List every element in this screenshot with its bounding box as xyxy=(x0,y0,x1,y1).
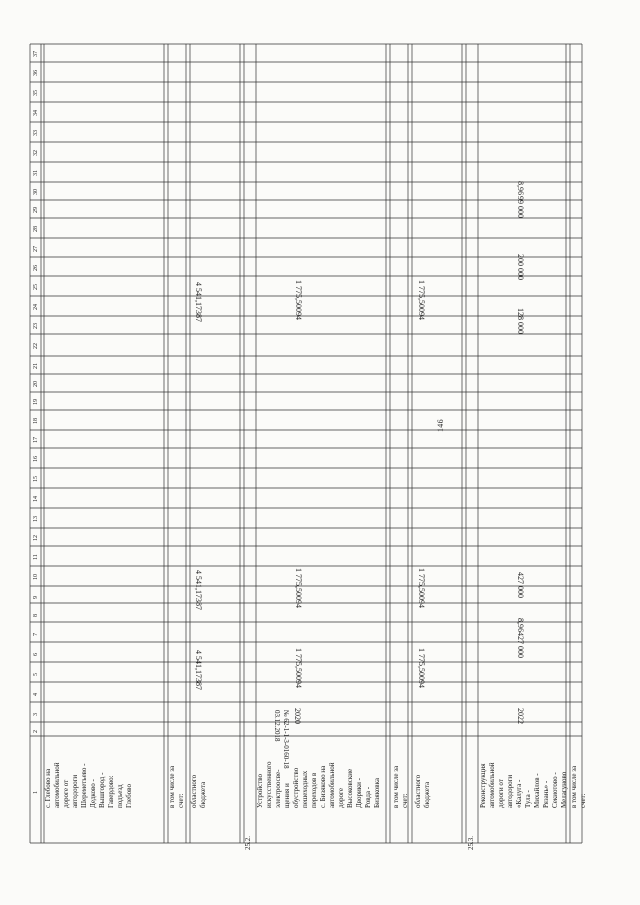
column-number: 28 xyxy=(33,226,39,232)
column-number: 16 xyxy=(33,456,39,462)
row-25-2-col10: 1 775,50094 xyxy=(294,648,303,688)
column-number: 19 xyxy=(33,399,39,405)
column-number: 3 xyxy=(33,713,39,716)
row-25-3-number: 25.3. xyxy=(467,836,475,850)
column-number: 2 xyxy=(33,730,39,733)
column-number: 13 xyxy=(33,516,39,522)
column-number: 34 xyxy=(33,110,39,116)
column-number: 35 xyxy=(33,90,39,96)
row-25-2-number: 25.2. xyxy=(244,836,252,850)
column-number: 8 xyxy=(33,613,39,617)
row-25-3-sub-including: в том числе за счет: xyxy=(570,765,587,808)
column-number: 30 xyxy=(33,189,39,195)
column-number: 4 xyxy=(33,693,39,696)
column-number: 5 xyxy=(33,673,39,676)
column-number: 29 xyxy=(33,207,39,213)
column-number: 23 xyxy=(33,323,39,329)
row-25-3-col8: 8,96 xyxy=(516,618,525,632)
column-number: 21 xyxy=(33,363,39,369)
column-number: 37 xyxy=(33,51,39,57)
row-25-2-sub-col23: 1 775,50094 xyxy=(417,280,426,320)
page-number: 146 xyxy=(436,419,445,432)
row-25-2-sub-including: в том числе за счет: xyxy=(392,765,409,808)
column-number: 36 xyxy=(33,70,39,76)
column-number: 14 xyxy=(33,496,39,502)
row-25-2-col3: № 62-1-1-3-0160-18 03.12.2018 xyxy=(273,710,290,769)
row-25-2-col23: 1 775,50094 xyxy=(294,280,303,320)
column-number: 1 xyxy=(33,790,39,794)
row-c-col10: 4 541,17387 xyxy=(194,650,203,690)
row-25-3-col10: 427 000 xyxy=(516,572,525,598)
column-number: 15 xyxy=(33,476,39,482)
column-number: 20 xyxy=(33,381,39,387)
row-25-3-col23: 128 000 xyxy=(516,308,525,334)
row-c-sub-regional: областного бюджета xyxy=(190,774,207,808)
column-number: 12 xyxy=(33,535,39,541)
row-25-2-col7: 1 775,50094 xyxy=(294,568,303,608)
row-c-sub-including: в том числе за счет: xyxy=(168,765,185,808)
row-c-name: с. Глебово на автомобильной дороге от автодороги Шереметьево - Дедково - Вышгород - Гавердово: подъезд Глебово xyxy=(44,762,133,808)
column-number: 18 xyxy=(33,418,39,424)
column-number: 33 xyxy=(33,130,39,136)
column-number: 10 xyxy=(33,574,39,580)
column-number: 7 xyxy=(33,633,39,636)
column-number: 9 xyxy=(33,595,39,599)
row-25-3-col29: 99 000 xyxy=(516,196,525,218)
column-number: 17 xyxy=(33,437,39,443)
row-25-3-name: Реконструкция автомобильной дороги от автодороги «Калуга - Тула - Михайлов - Рязань» - Секиотово - Мелагуново xyxy=(479,762,568,808)
column-number: 24 xyxy=(33,304,39,310)
row-c-col23: 4 541,17387 xyxy=(194,282,203,322)
row-25-2-sub-regional: областного бюджета xyxy=(414,774,431,808)
column-number: 6 xyxy=(33,653,39,656)
row-25-3-col26: 200 000 xyxy=(516,254,525,280)
row-25-2-sub-col7: 1 775,50094 xyxy=(417,568,426,608)
column-number: 11 xyxy=(33,554,39,560)
column-number: 27 xyxy=(33,245,39,252)
row-25-3-col4: 2022 xyxy=(516,708,525,724)
column-number: 26 xyxy=(33,264,39,271)
column-number: 25 xyxy=(33,284,39,290)
row-25-2-sub-col10: 1 775,50094 xyxy=(417,648,426,688)
row-25-2-col4: 2020 xyxy=(293,708,302,724)
column-number: 32 xyxy=(33,150,39,156)
column-number: 22 xyxy=(33,343,39,349)
column-number: 31 xyxy=(33,170,39,176)
row-25-2-name: Устройство искусственного электроосве- щения и обустройство пешеходных переходов в с. Бизяково на автомобильной дороге Высоковские Дворики - Ровда - Бизяковка xyxy=(256,761,381,808)
row-25-3-col30: 8,96 xyxy=(516,181,525,195)
row-c-col7: 4 541,17387 xyxy=(194,570,203,610)
row-25-3-col7: 427 000 xyxy=(516,632,525,658)
